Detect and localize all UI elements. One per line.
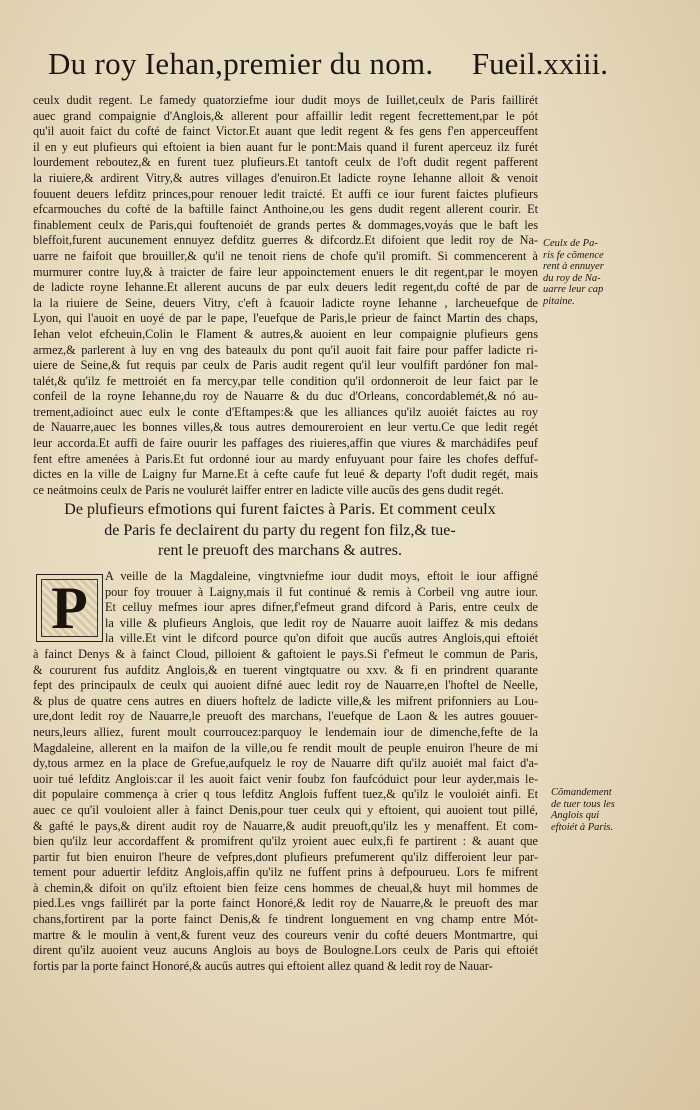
text-line: talét,& qu'ilz fe mettroiét en fa mercy,par telle condition qu'il ordonneroit de leur faict par le	[33, 373, 538, 388]
text-line: chans,fortirent par la porte fainct Denis,& fe tindrent longuement en vng champ entre Mót-	[33, 912, 538, 927]
text-line: Et celluy mefmes iour apres difner,f'efmeut grand difcord à Paris, entre ceulx de	[105, 600, 538, 615]
margin-note-line: Anglois qui	[551, 810, 600, 821]
text-line: à chemin,& difoit on qu'ilz eftoient bien feize cens hommes de cheual,& huyt mil hommes de	[33, 880, 538, 895]
heading-line: De plufieurs efmotions qui furent faictes à Paris. Et comment ceulx	[64, 501, 496, 518]
text-line: la ville & plufieurs Anglois, que ledit roy de Nauarre auoit laiffez & mis dedans	[105, 615, 538, 630]
text-line: il en y eut plufieurs qui eftoient ia bien auant fur le pont:Mais quand il furent aperceuz ilz furét	[33, 139, 538, 154]
margin-note-1	[543, 238, 604, 307]
margin-note-line: eftoiét à Paris.	[551, 821, 614, 833]
text-line: dit populaire commença à crier q tous lefditz Anglois fuffent tuez,& qu'ilz le vouloiét ainfi. Et	[33, 787, 538, 802]
text-line: tement pour aduertir lefditz Anglois,affin qu'ilz ne fuffent prins à defpourueu. Lors fe mifrent	[33, 865, 538, 880]
text-line: finablement ceulx de Paris,qui fouftenoiét de grands pertes & dommages,voyás que le baft les	[33, 217, 538, 232]
paragraph-2	[33, 569, 538, 974]
text-line: & coururent fus aufditz Anglois,& en tuerent vingtquatre ou xxv. & fi en prindrent quarante	[33, 662, 538, 677]
chapter-heading	[60, 500, 500, 562]
text-line: uarre ne faifoit que brouiller,& qu'il ne tenoit riens de chofe qu'il promift. Si commencerent à	[33, 248, 538, 263]
paragraph-1	[33, 93, 538, 498]
heading-line: rent le preuoft des marchans & autres.	[158, 542, 402, 559]
text-line: uoir tué lefditz Anglois:car il les auoit faict venir foubz fon faufcóduict pour leur ayder,mais le-	[33, 771, 538, 786]
text-line: fent eftre amenées à Paris.Et fut ordonné iour au mardy enfuyuant pour faire les chofes deffuf-	[33, 451, 538, 466]
margin-note-line: pitaine.	[543, 295, 575, 307]
text-line: & plus de quatre cens autres en diuers hoftelz de ladicte ville,& les mifrent prifonniers au Lou-	[33, 693, 538, 708]
text-line: murmurer contre luy,& à traicter de faire leur appoinctement enuers le dit regent,par le moyen	[33, 264, 538, 279]
text-line: martre & le moulin à vent,& furent veuz des coureurs venir du cofté deuers Montmartre, qui	[33, 927, 538, 942]
text-line: pour foy trouuer à Laigny,mais il fut continué & remis à Corbeil vng autre iour.	[105, 584, 538, 599]
text-line: de ladicte royne Iehanne.Et allerent aucuns de par eulx deuers ledit regent,du cofté de par de	[33, 280, 538, 295]
margin-note-line: du roy de Na-	[543, 272, 601, 284]
text-line: Lyon, qui l'auoit en uoyé de par le pape, l'euefque de Paris,le prieur de fainct Martin des chaps,	[33, 311, 538, 326]
text-line: dirent qu'ilz auoient veuz aucuns Anglois au boys de Boulogne.Lors ceulx de Paris qui eftoiét	[33, 943, 538, 958]
text-line: Iehan velot efcheuin,Colin le Flament & autres,& auoient en leur compaignie plufieurs gens	[33, 326, 538, 341]
margin-note-line: rent à ennuyer	[543, 261, 604, 272]
margin-note-line: Ceulx de Pa-	[543, 238, 598, 249]
margin-note-line: de tuer tous les	[551, 798, 615, 810]
text-line: dy,tous armez en la place de Grefue,aufquelz le roy de Nauarre dift qu'ilz auoiét mal faict d'a-	[33, 756, 538, 771]
text-line: bien qu'ilz leur accordaffent & promifrent qu'ilz yroient auec eulx,fi fe partirent : & auant que	[33, 834, 538, 849]
text-line: armez,& parlerent à luy en vng des bateaulx du pont qu'il auoit fait faire pour paffer ladicte ri-	[33, 342, 538, 357]
margin-note-line: uarre leur cap	[543, 284, 604, 295]
text-line: ceulx dudit regent. Le famedy quatorziefme iour dudit moys de Iuillet,ceulx de Paris faillirét	[33, 93, 538, 107]
running-title: Du roy Iehan,premier du nom.	[48, 46, 434, 81]
page-header	[48, 46, 608, 86]
text-line: auec ce qu'il vouloient aller à fainct Denis,pour tuer ceulx qui y eftoient, qui auoient tout pillé,	[33, 802, 538, 817]
text-line: dictes en la ville de Laigny fur Marne.Et à cefte caufe fut leué & departy l'oft dudit regét, mais	[33, 467, 538, 482]
text-line: partir fut bien enuiron l'heure de vefpres,dont plufieurs prefumerent qu'ilz differoient leur par-	[33, 849, 538, 864]
text-line: ure,dont ledit roy de Nauarre,le preuoft des marchans, l'euefque de Laon & les autres gouuer-	[33, 709, 538, 724]
text-line: auec grand compaignie d'Anglois,& allerent pour affaillir ledit regent fecrettement,par le pót	[33, 108, 538, 123]
folio-number: Fueil.xxiii.	[471, 46, 608, 81]
text-line: bleffoit,furent aucunement ennuyez defditz guerres & difcordz.Et difoient que ledit roy de Na-	[33, 233, 538, 248]
margin-note-line: ris fe cõmence	[543, 249, 604, 261]
text-line: la la riuiere de Seine, deuers Vitry, c'eft à fcauoir ladicte royne Iehanne , larcheuefque de	[33, 295, 538, 310]
text-line: ce neátmoins ceulx de Paris ne voulurét laiffer entrer en ladicte ville aucűs des gens dudit regét.	[33, 482, 504, 497]
text-line: confeil de la royne Iehanne,du roy de Nauarre & du duc d'Orleans, concordablemét,& nó au-	[33, 389, 538, 404]
text-line: fouuent deuers lefditz princes,pour renouer ledit traicté. Et auffi ce iour furent faictes plufieurs	[33, 186, 538, 201]
text-line: de Nauarre,auec les bonnes villes,& tous autres demoureroient en leur vertu.Ce que ledit regét	[33, 420, 538, 435]
margin-note-line: Cõmandement	[551, 787, 612, 798]
text-line: neurs,leurs alliez, furent moult courroucez:parquoy le lendemain iour de dimenche,fefte de la	[33, 724, 538, 739]
text-line: qu'il auoit faict du cofté de fainct Victor.Et auant que ledit regent & fes gens f'en apperceuffent	[33, 124, 538, 139]
text-line: pied.Les vngs faillirét par la porte fainct Honoré,& ledit roy de Nauarre,& le preuoft des mar	[33, 896, 538, 911]
text-line: trement,adioinct auec eulx le conte d'Eftampes:& que les alliances qu'ilz auoiét faictes au roy	[33, 404, 538, 419]
text-line: à fainct Denys & à fainct Cloud, pilloient & gaftoient le pays.Si f'efmeut le commun de Paris,	[33, 646, 538, 661]
text-line: fept des principaulx de ceulx qui auoient difné auec ledit roy de Nauarre,en l'hoftel de Neelle,	[33, 678, 538, 693]
heading-line: de Paris fe declairent du party du regent fon filz,& tue-	[104, 521, 456, 539]
text-line: fortis par la porte fainct Honoré,& aucűs autres qui eftoient allez quand & ledit roy de Nauar-	[33, 958, 493, 973]
initial-letter: P	[51, 575, 88, 641]
text-line: la ville.Et vint le difcord pource qu'on difoit que aucűs autres Anglois,qui eftoiét	[105, 631, 538, 646]
text-line: la riuiere,& ardirent Vitry,& autres villages d'enuiron.Et ladicte royne Iehanne alloit & venoit	[33, 170, 538, 185]
text-line: leur accorda.Et auffi de faire ouurir les paffages des riuieres,affin que viures & marchádifes peuf	[33, 436, 538, 451]
text-line: uiere de Seine,& fut requis par ceulx de Paris audit regent qu'il leur voulfift pardóner fon mal-	[33, 358, 538, 373]
margin-note-2	[551, 787, 615, 833]
text-line: Magdaleine, allerent en la maifon de la ville,ou fe rendit moult de peuple enuiron l'heure de mi	[33, 740, 538, 755]
text-line: efcarmouches du cofté de la baftille fainct Anthoine,ou les gens dudit regent allerent courir. Et	[33, 202, 538, 217]
text-line: A veille de la Magdaleine, vingtvniefme iour dudit moys, eftoit le iour affigné	[105, 569, 538, 583]
text-line: lourdement reboutez,& en furent tuez plufieurs.Et tantoft ceulx de l'oft dudit regent pafferent	[33, 155, 538, 170]
text-line: & gafté le pays,& dirent audit roy de Nauarre,& audit preuoft,qu'ilz les y menaffent. Et com-	[33, 818, 538, 833]
